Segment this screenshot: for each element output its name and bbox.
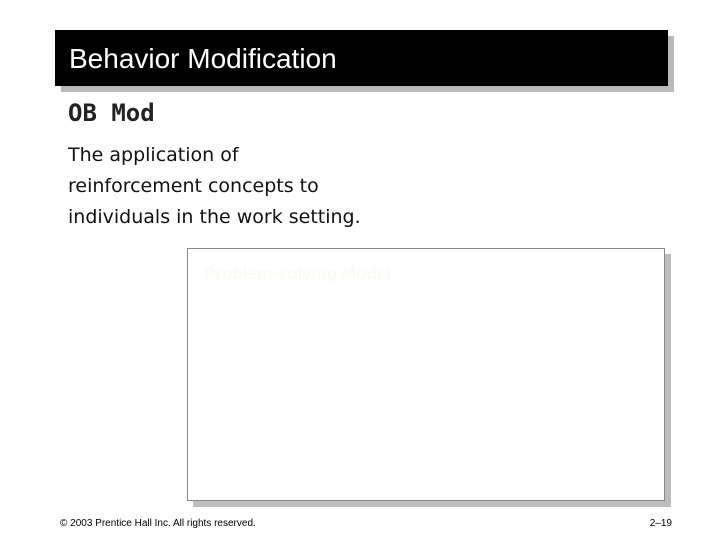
page-number: 2–19 bbox=[649, 518, 672, 529]
definition-line: The application of bbox=[68, 144, 239, 166]
panel-title: Problem-solving Model bbox=[204, 264, 392, 283]
definition-line: individuals in the work setting. bbox=[68, 206, 361, 228]
definition-text bbox=[68, 140, 398, 233]
slide-title: Behavior Modification bbox=[69, 43, 337, 74]
title-bar bbox=[55, 30, 668, 86]
term-heading: OB Mod bbox=[68, 99, 155, 127]
copyright-footer: © 2003 Prentice Hall Inc. All rights reserved. bbox=[60, 518, 256, 529]
problem-solving-model-panel bbox=[187, 248, 665, 501]
definition-line: reinforcement concepts to bbox=[68, 175, 319, 197]
